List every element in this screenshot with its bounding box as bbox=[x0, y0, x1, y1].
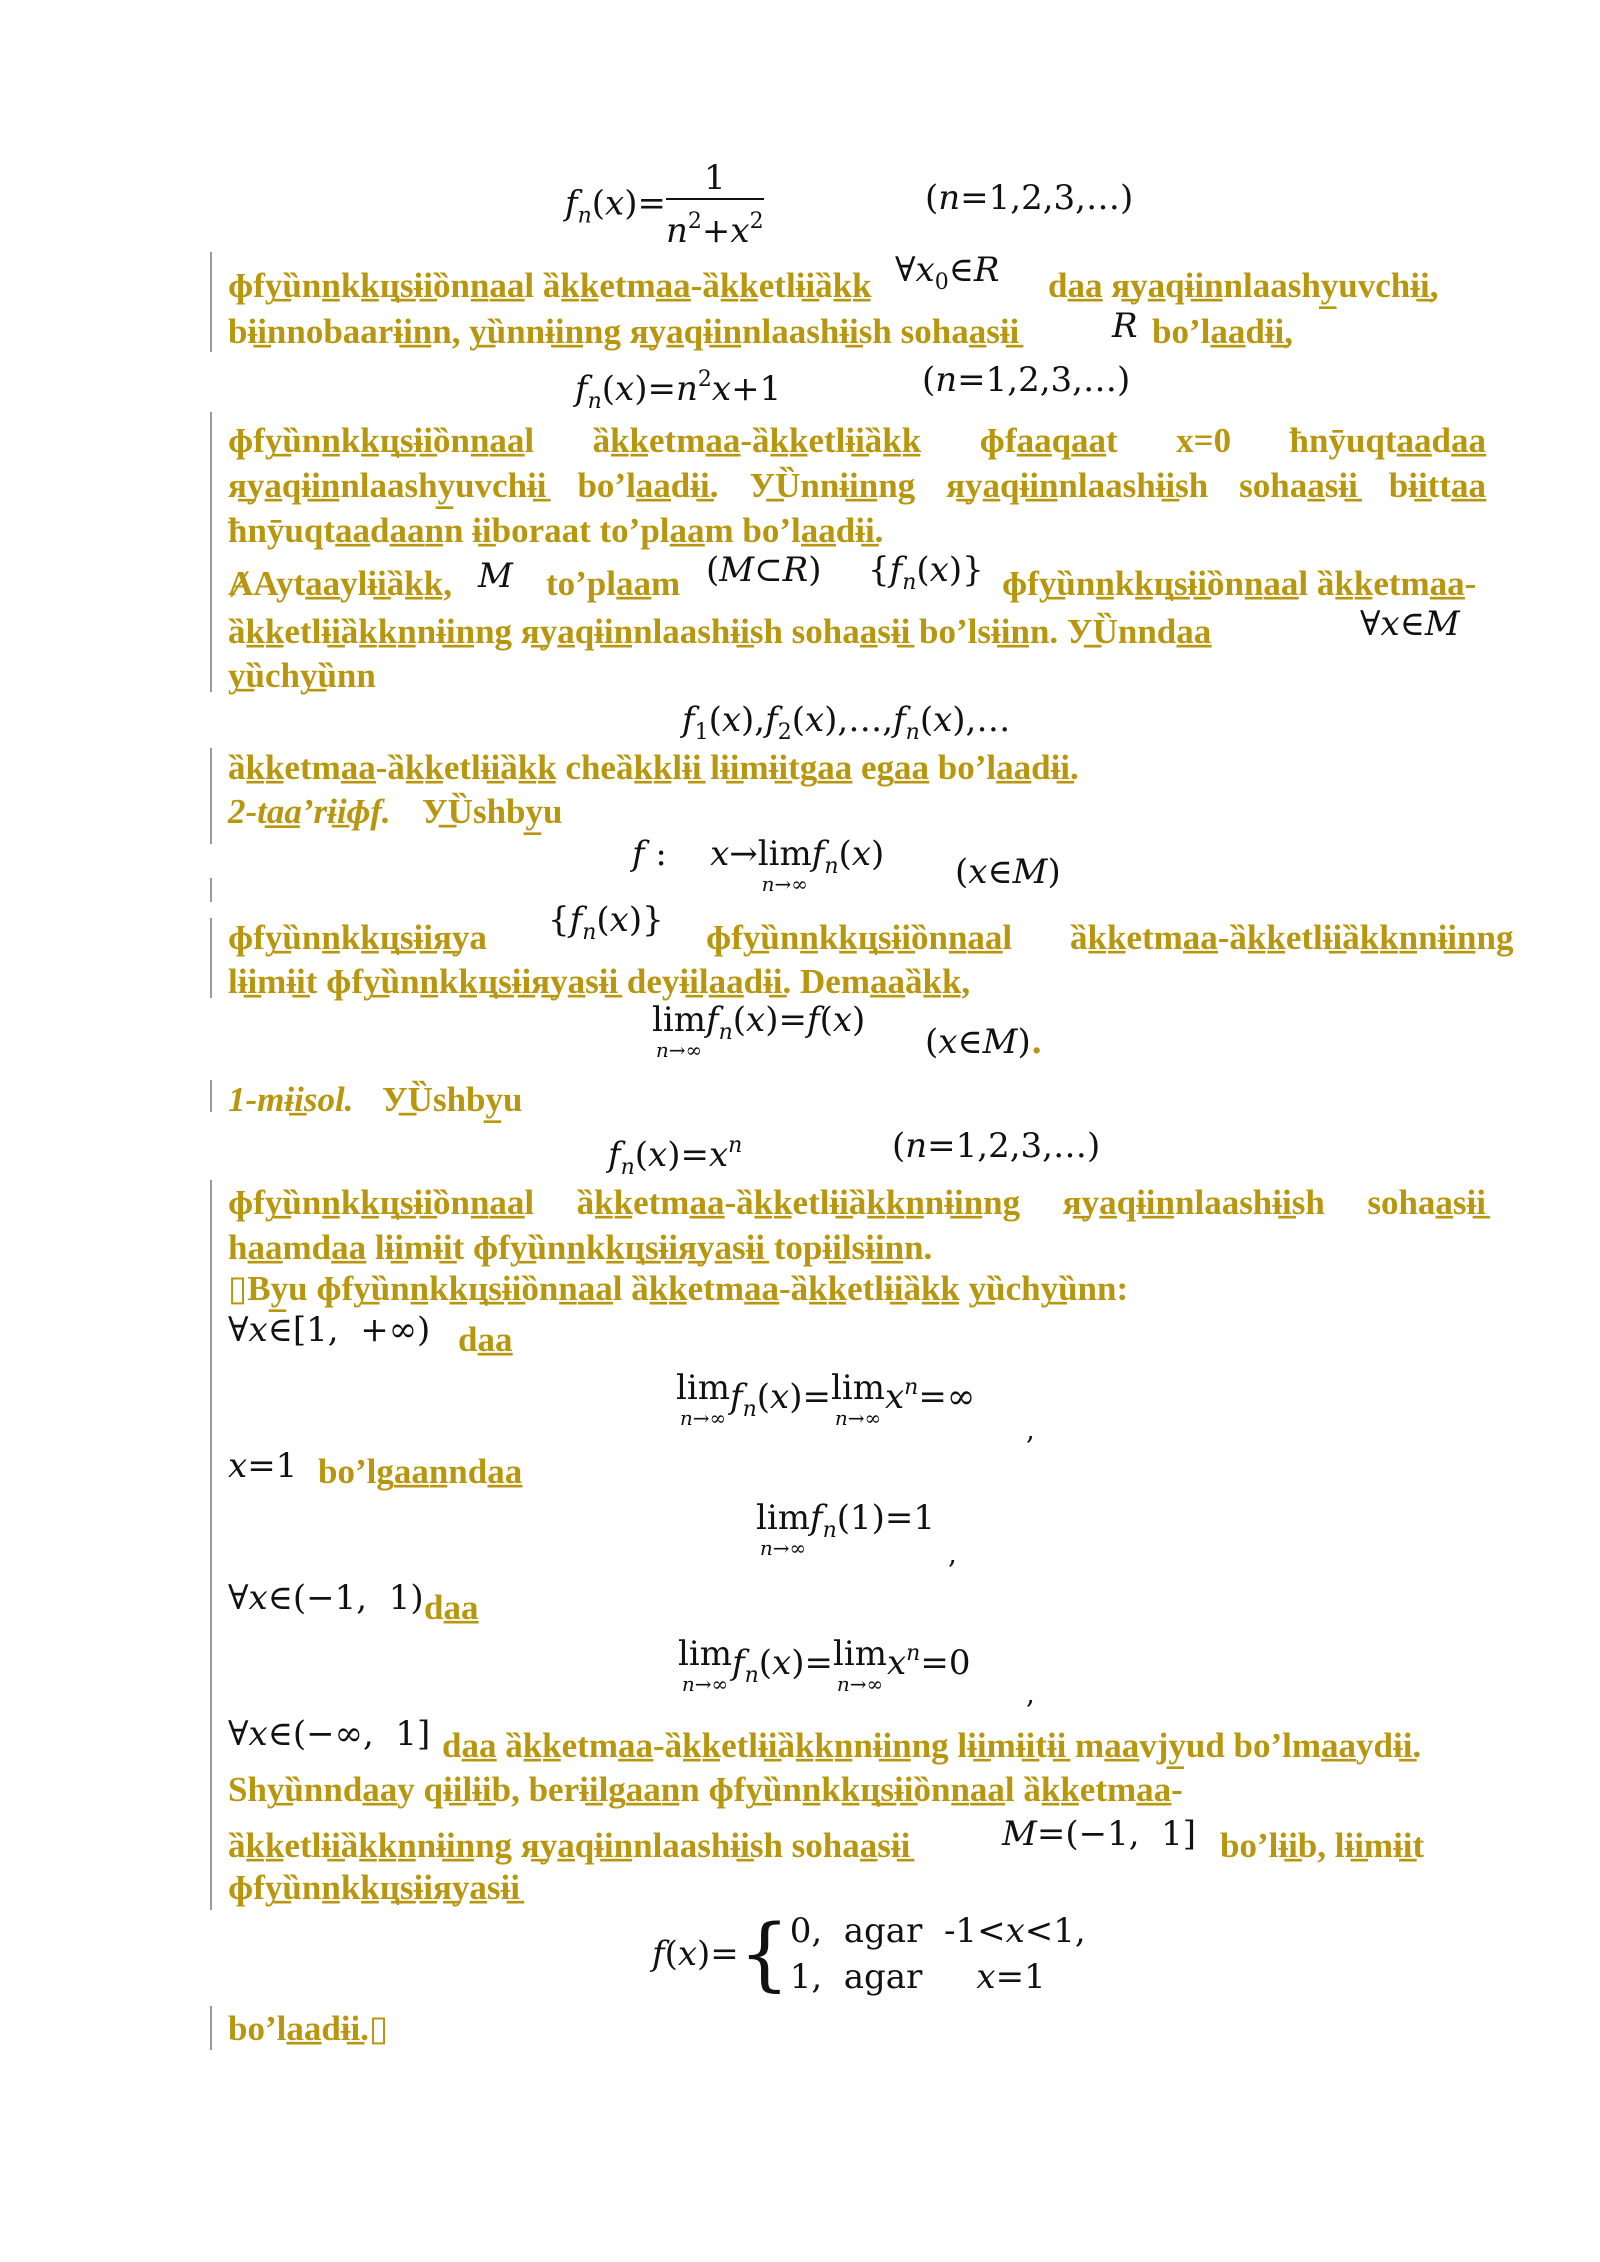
text-line: bo’lɨi̲b, lɨi̲mɨi̲t bbox=[1220, 1826, 1425, 1865]
equation-piecewise: f(x)={0, agar -1<x<1, 1, agar x=1 bbox=[652, 1907, 1086, 2000]
math-R: R bbox=[1112, 306, 1138, 346]
equation-limit-one: lim n→∞ $f_n(1)=1$ bbox=[756, 1498, 936, 1560]
math-interval-neg1-1: ∀x∈(−1, 1) bbox=[228, 1578, 424, 1618]
definition-label: 2-ta̲a̲’rɨi̲ɸf. bbox=[228, 792, 391, 831]
revision-bar bbox=[210, 748, 212, 844]
equation-limit-map: f : x→lim n→∞ $f_n(x)$ bbox=[632, 834, 885, 896]
text-line: lɨi̲mɨi̲t ɸfу̲ȕnn̲kk̲ц̲s̲ɨi̲я̲ya̲sɨi̲ deyɨi̲la̲a̲dɨi̲. Dema̲a̲ȁk̲k̲, bbox=[228, 962, 971, 1001]
math-M-subset-R: (M⊂R) bbox=[706, 550, 822, 590]
text-line: У̲̲Ȕshby̲u bbox=[382, 1080, 523, 1119]
example-label: 1-mɨi̲sol. bbox=[228, 1080, 354, 1119]
equation-fn-linear: $f_n(x)=n^2x+1$ bbox=[575, 367, 782, 414]
text-line: ɸfу̲ȕnn̲kk̲ц̲s̲ɨi̲ȍnn̲a̲a̲l bbox=[706, 918, 1013, 957]
text-line: ɸfу̲ȕnn̲kk̲ц̲s̲ɨi̲я̲ya bbox=[228, 918, 487, 957]
equation-sequence: $f_1(x),f_2(x),\dots,f_n(x),\dots$ bbox=[682, 700, 1011, 745]
text-line: ɸfу̲ȕnn̲kk̲ц̲s̲ɨi̲ȍnn̲a̲a̲l ȁk̲k̲etma̲a̲-ȁk̲k̲etlɨi̲ȁk̲k̲ bbox=[228, 266, 872, 305]
equation-domain: (x∈M) bbox=[955, 852, 1061, 892]
revision-bar bbox=[210, 1080, 212, 1112]
text-line: da̲a̲ ȁk̲k̲etma̲a̲-ȁk̲k̲etlɨi̲ȁk̲k̲n̲nɨi̲n̲ng lɨi̲mɨi̲tɨi̲ ma̲a̲vjy̲ud bo’lma̲a̲ydɨi̲. bbox=[442, 1726, 1422, 1765]
math-fn-set: $\{f_n(x)\}$ bbox=[868, 550, 984, 595]
revision-bar bbox=[210, 2006, 212, 2050]
math-interval-neginf-1: ∀x∈(−∞, 1] bbox=[228, 1714, 431, 1754]
comma: , bbox=[1026, 1413, 1035, 1446]
text-line: bo’lga̲a̲n̲nda̲a̲ bbox=[318, 1452, 523, 1491]
text-line: ɸfу̲ȕnn̲kk̲ц̲s̲ɨi̲ȍnn̲a̲a̲l ȁk̲k̲etma̲a̲- bbox=[1002, 564, 1477, 603]
math-forall-x-M: ∀x∈M bbox=[1360, 604, 1460, 644]
paragraph: ɸfу̲ȕnn̲kk̲ц̲s̲ɨi̲ȍnn̲a̲a̲l ȁk̲k̲etma̲a̲-ȁk̲k̲etlɨi̲ȁk̲k̲ ɸfa̲a̲qa̲a̲t x=0 ħnȳuqta̲a̲da̲a̲ я̲ya̲qɨi̲n̲nlaashy̲uvchɨi̲ bo’la̲a̲dɨi̲. У̲̲Ȕnnɨi̲n̲ng я̲ya̲qɨi̲n̲nlaashɨi̲sh sohaa̲sɨi̲ bɨi̲tta̲a̲ ħnȳuqta̲a̲da̲a̲n̲n ɨi̲boraat to’pla̲a̲m bo’la̲a̲dɨi̲. bbox=[228, 421, 1486, 550]
math-M: M bbox=[478, 556, 513, 596]
math-forall-x0: $\forall x_0\in R$ bbox=[895, 250, 1000, 295]
math-interval-1-inf: ∀x∈[1, +∞) bbox=[228, 1310, 431, 1350]
text-line: ȁk̲k̲etma̲a̲-ȁk̲k̲etlɨi̲ȁk̲k̲ cheȁk̲k̲lɨi̲ lɨi̲mɨi̲tga̲a̲ ega̲a̲ bo’la̲a̲dɨi̲. bbox=[228, 748, 1079, 787]
math-M-interval: M=(−1, 1] bbox=[1002, 1814, 1197, 1854]
text-line: ȁk̲k̲etlɨi̲ȁk̲k̲n̲nɨi̲n̲ng я̲ya̲qɨi̲n̲nlaashɨi̲sh sohaa̲sɨi̲ bo’lsɨi̲n̲n. У̲̲Ȕnnda̲a̲ bbox=[228, 612, 1212, 651]
equation-limit-inf: lim n→∞ $f_n(x)=\lim$ n→∞ $x^n=\infty$ bbox=[676, 1368, 976, 1430]
revision-bar bbox=[210, 878, 212, 902]
equation-fn-fraction: $f_n(x)=$ $\frac{1}{n^2+x^2}$ bbox=[565, 158, 764, 251]
comma: , bbox=[1026, 1677, 1035, 1710]
text-line: bɨi̲nnobaarɨi̲n̲n, у̲̲ȕnnɨi̲n̲ng я̲ya̲qɨi̲n̲nlaashɨi̲sh sohaa̲sɨi̲ bbox=[228, 312, 1020, 351]
revision-bar bbox=[210, 1180, 212, 1910]
text-line: ɸfу̲ȕnn̲kk̲ц̲s̲ɨi̲я̲ya̲sɨi̲ bbox=[228, 1868, 520, 1907]
equation-range: (n=1,2,3,…) bbox=[922, 360, 1131, 400]
comma: , bbox=[948, 1537, 957, 1570]
equation-fn-power: $f_n(x)=x^n$ bbox=[608, 1133, 743, 1180]
equation-limit-zero: lim n→∞ $f_n(x)=\lim$ n→∞ $x^n=0$ bbox=[678, 1634, 971, 1696]
text-line: ȁk̲k̲etma̲a̲-ȁk̲k̲etlɨi̲ȁk̲k̲n̲nɨi̲n̲ng bbox=[1070, 918, 1514, 957]
revision-bar bbox=[210, 918, 212, 998]
text-line: Shу̲ȕnnda̲a̲y qɨi̲lɨi̲b, berɨi̲lga̲a̲n̲n ɸfу̲ȕnn̲kk̲ц̲s̲ɨi̲ȍnn̲a̲a̲l ȁk̲k̲etma̲a̲- bbox=[228, 1770, 1183, 1809]
equation-limit-def: lim n→∞ $f_n(x)=f(x)$ bbox=[652, 1000, 866, 1062]
text-line: da̲a̲ я̲ya̲qɨi̲n̲nlaashy̲uvchɨi̲, bbox=[1048, 266, 1439, 305]
revision-bar bbox=[210, 412, 212, 692]
equation-range: (n=1,2,3,…) bbox=[892, 1126, 1101, 1166]
math-fn-set: $\{f_n(x)\}$ bbox=[548, 900, 664, 945]
paragraph: ɸfу̲ȕnn̲kk̲ц̲s̲ɨi̲ȍnn̲a̲a̲l ȁk̲k̲etma̲a̲-ȁk̲k̲etlɨi̲ȁk̲k̲n̲nɨi̲n̲ng я̲ya̲qɨi̲n̲nlaashɨi̲sh sohaa̲sɨi̲ ha̲a̲mda̲a̲ lɨi̲mɨi̲t ɸfу̲ȕnn̲kk̲ц̲s̲ɨi̲я̲ya̲sɨi̲ topɨi̲lsɨi̲n̲n. bbox=[228, 1183, 1486, 1267]
math-x-equals-1: x=1 bbox=[228, 1446, 298, 1486]
equation-domain: (x∈M). bbox=[925, 1022, 1043, 1062]
text-line: bo’la̲a̲dɨi̲.▯ bbox=[228, 2009, 389, 2048]
text-line: ▯By̲u ɸfу̲ȕnn̲kk̲ц̲s̲ɨi̲ȍnn̲a̲a̲l ȁk̲k̲etma̲a̲-ȁk̲k̲etlɨi̲ȁk̲k̲ у̲ȕchу̲ȕnn: bbox=[228, 1269, 1129, 1308]
text-line: у̲ȕchу̲ȕnn bbox=[228, 656, 376, 695]
text-line: ȺAyta̲a̲ylɨi̲ȁk̲k̲, bbox=[228, 564, 452, 603]
text-line: da̲a̲ bbox=[458, 1320, 513, 1359]
text-line: У̲̲Ȕshby̲u bbox=[422, 792, 563, 831]
text-line: to’pla̲a̲m bbox=[546, 564, 681, 603]
text-line: bo’la̲a̲dɨi̲, bbox=[1152, 312, 1294, 351]
revision-bar bbox=[210, 252, 212, 352]
equation-range: (n=1,2,3,…) bbox=[925, 178, 1134, 218]
text-line: ȁk̲k̲etlɨi̲ȁk̲k̲n̲nɨi̲n̲ng я̲ya̲qɨi̲n̲nlaashɨi̲sh sohaa̲sɨi̲ bbox=[228, 1826, 911, 1865]
text-line: da̲a̲ bbox=[424, 1588, 479, 1627]
